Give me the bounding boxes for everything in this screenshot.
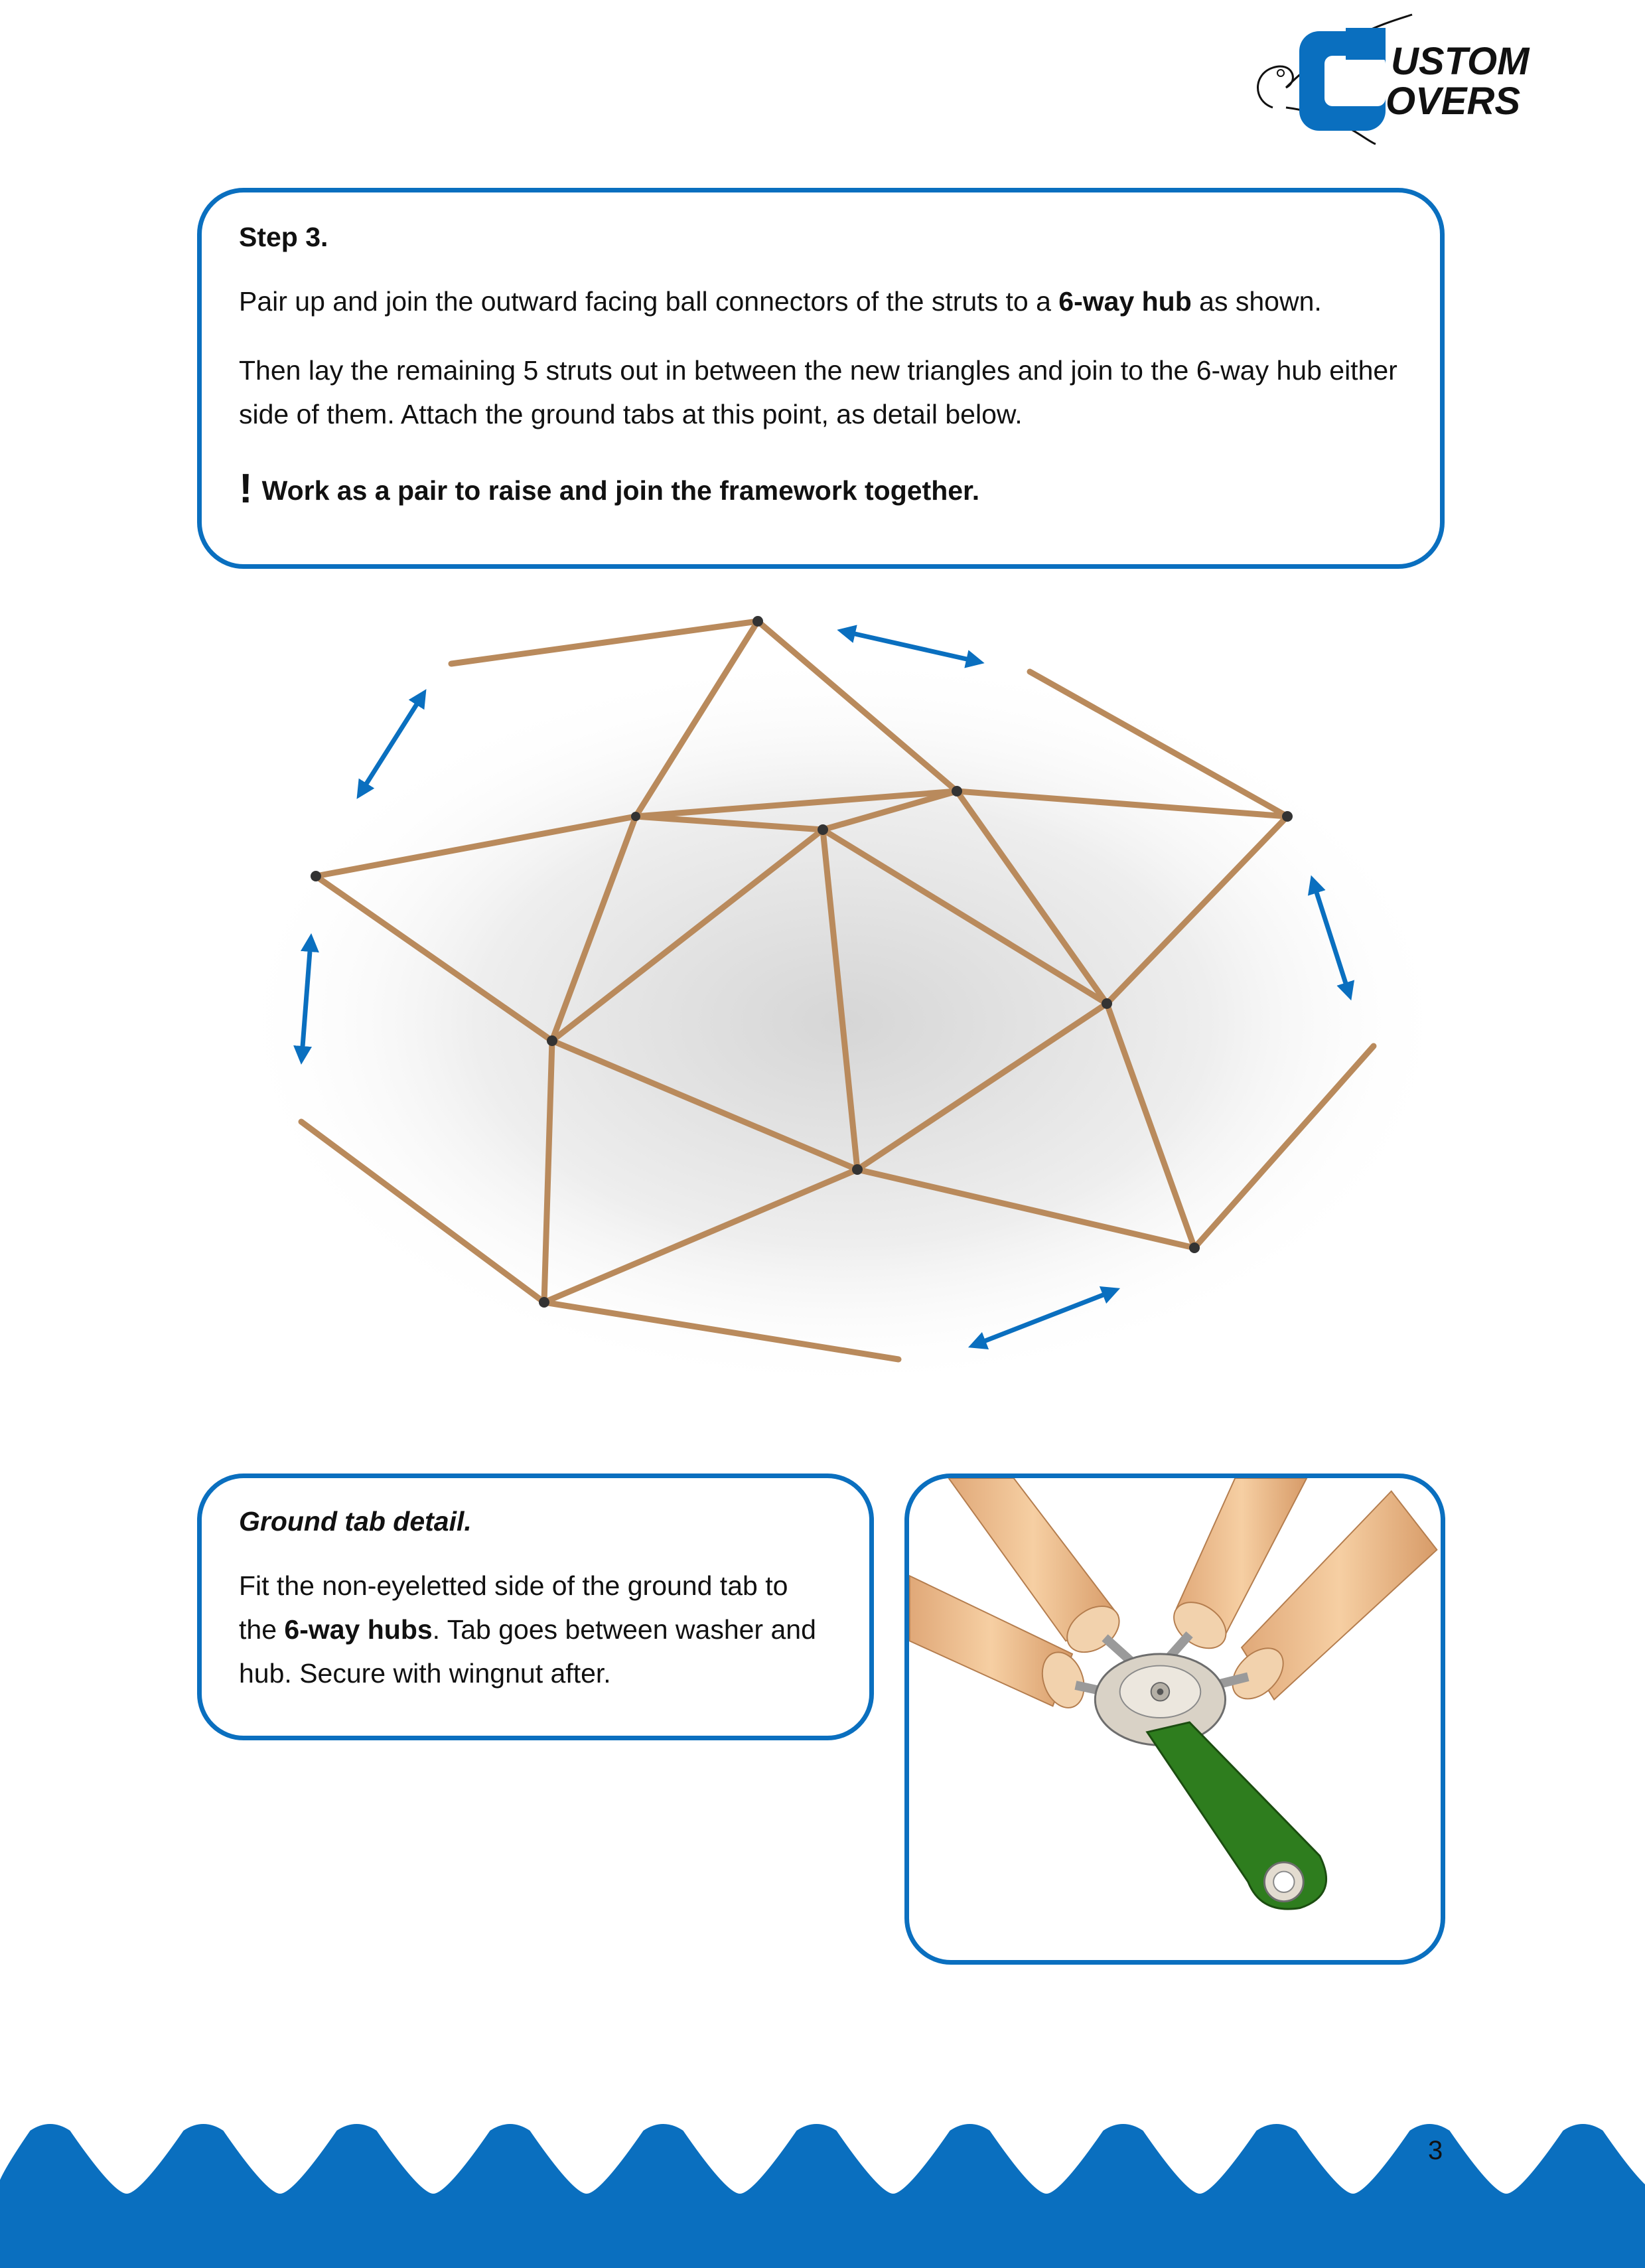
ground-tab-title: Ground tab detail. [239, 1506, 472, 1537]
step-paragraph-2: Then lay the remaining 5 struts out in between the new triangles and join to the 6-way hub either side of them. Attach the ground tabs at this point, as detail below. [239, 355, 1397, 429]
ground-tab-panel [197, 1474, 874, 1740]
step-p1-bold: 6-way hub [1058, 286, 1192, 317]
warning-icon: ! [239, 466, 253, 512]
hub-detail-frame [904, 1474, 1445, 1965]
step-p1-text: Pair up and join the outward facing ball connectors of the struts to a [239, 286, 1059, 317]
step-p1-after: as shown. [1191, 286, 1322, 317]
ground-tab-paragraph [239, 1564, 832, 1695]
step-title: Step 3. [239, 222, 328, 252]
warning-line [239, 465, 1403, 512]
warning-text: Work as a pair to raise and join the framework together. [261, 475, 980, 506]
page-number: 3 [1428, 2136, 1443, 2165]
logo-word-custom: USTOM [1391, 40, 1530, 83]
hub-detail-illustration [909, 1478, 1441, 1960]
footer-wave-band [0, 2111, 1645, 2268]
logo-word-covers: OVERS [1386, 80, 1521, 123]
dome-framework-diagram [192, 597, 1493, 1434]
ground-tab-text: Fit the non-eyeletted side of the ground tab to the [239, 1570, 788, 1645]
ground-tab [1147, 1722, 1326, 1909]
ground-tab-after: . Tab goes between washer and hub. Secure with wingnut after. [239, 1614, 816, 1689]
ground-tab-bold: 6-way hubs [284, 1614, 433, 1645]
step-3-panel [197, 188, 1445, 569]
step-paragraph-1 [239, 279, 1403, 323]
custom-covers-logo [1246, 8, 1565, 147]
